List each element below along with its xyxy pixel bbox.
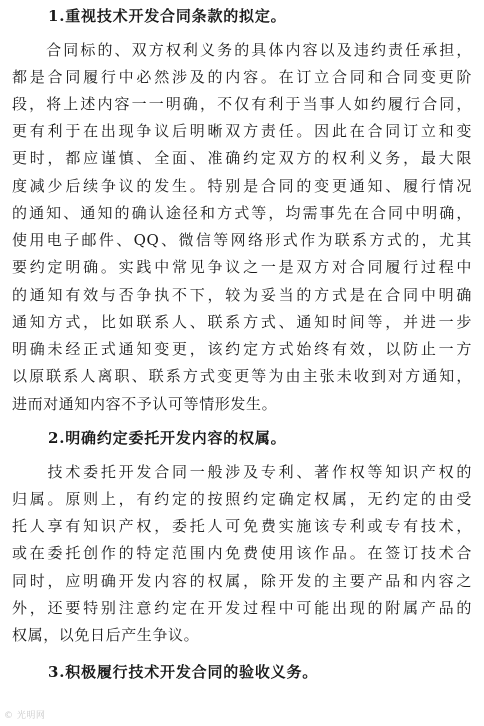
section-1-line: 都是合同履行中必然涉及的内容。在订立合同和合同变更阶	[12, 68, 472, 86]
section-2-line: 技术委托开发合同一般涉及专利、著作权等知识产权的	[12, 463, 472, 481]
section-1-line: 明确未经正式通知变更，该约定方式始终有效，以防止一方	[12, 340, 472, 358]
section-1-line: 更有利于在出现争议后明晰双方责任。因此在合同订立和变	[12, 122, 472, 140]
section-1-line: 进而对通知内容不予认可等情形发生。	[12, 395, 278, 413]
section-1-line: 段，将上述内容一一明确，不仅有利于当事人如约履行合同，	[12, 95, 472, 113]
section-1-line: 更时，都应谨慎、全面、准确约定双方的权利义务，最大限	[12, 149, 472, 167]
section-1-line: 度减少后续争议的发生。特别是合同的变更通知、履行情况	[12, 177, 472, 195]
section-1-line: 的通知、通知的确认途径和方式等，均需事先在合同中明确，	[12, 204, 472, 222]
section-2-heading: 2.明确约定委托开发内容的权属。	[48, 429, 287, 447]
section-2-line: 权属，以免日后产生争议。	[12, 626, 200, 644]
section-1-line: 的通知有效与否争执不下，较为妥当的方式是在合同中明确	[12, 286, 472, 304]
section-1-line: 通知方式，比如联系人、联系方式、通知时间等，并进一步	[12, 313, 472, 331]
section-1-heading: 1.重视技术开发合同条款的拟定。	[48, 7, 287, 25]
section-1-line: 合同标的、双方权利义务的具体内容以及违约责任承担，	[12, 41, 472, 59]
section-2-line: 或在委托创作的特定范围内免费使用该作品。在签订技术合	[12, 544, 472, 562]
section-1-line: 要约定明确。实践中常见争议之一是双方对合同履行过程中	[12, 258, 472, 276]
section-1-line: 使用电子邮件、QQ、微信等网络形式作为联系方式的，尤其	[12, 231, 472, 249]
section-2-line: 同时，应明确开发内容的权属，除开发的主要产品和内容之	[12, 572, 472, 590]
section-2-line: 归属。原则上，有约定的按照约定确定权属，无约定的由受	[12, 490, 472, 508]
watermark: © 光明网	[4, 711, 46, 721]
section-2-line: 托人享有知识产权，委托人可免费实施该专利或专有技术，	[12, 517, 472, 535]
section-1-line: 以原联系人离职、联系方式变更等为由主张未收到对方通知，	[12, 367, 472, 385]
section-2-line: 外，还要特别注意约定在开发过程中可能出现的附属产品的	[12, 599, 472, 617]
section-3-heading: 3.积极履行技术开发合同的验收义务。	[48, 663, 319, 681]
